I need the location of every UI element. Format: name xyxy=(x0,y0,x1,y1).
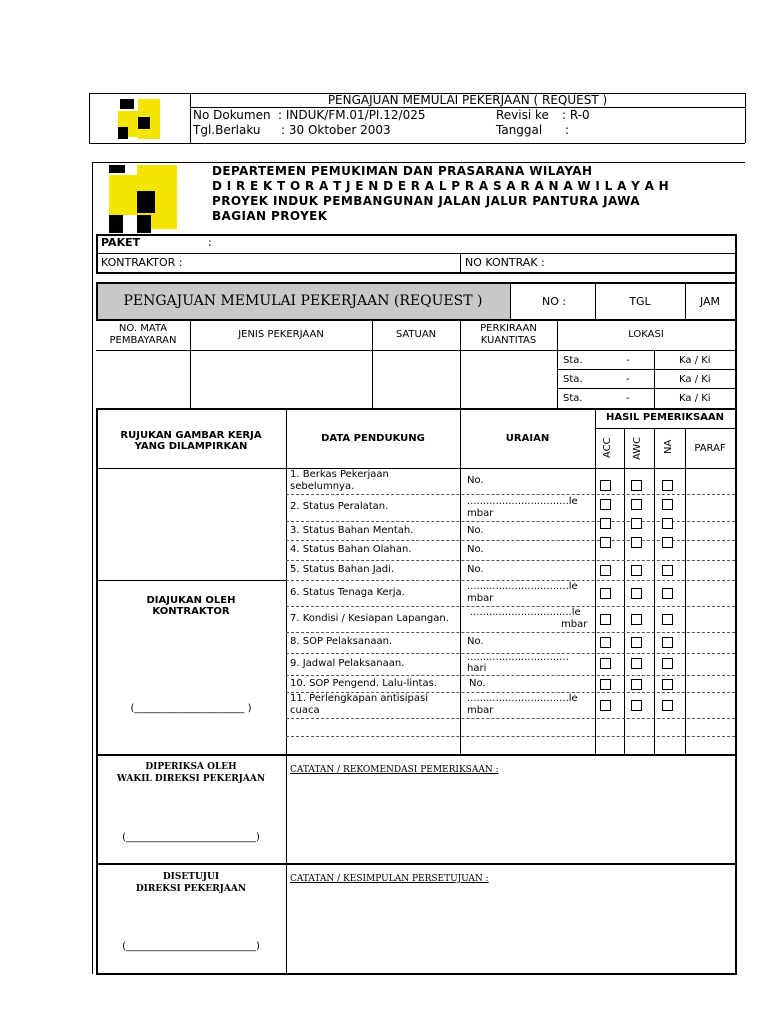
awc-checkbox[interactable] xyxy=(631,499,642,510)
acc-checkbox[interactable] xyxy=(600,614,611,625)
data-item: 11. Perlengkapan antisipasi xyxy=(290,693,428,704)
data-item: 6. Status Tenaga Kerja. xyxy=(290,587,405,598)
paket-colon: : xyxy=(208,236,212,249)
rujukan-line-2: YANG DILAMPIRKAN xyxy=(134,441,248,452)
data-uraian-cont: mbar xyxy=(561,619,588,630)
acc-checkbox[interactable] xyxy=(600,588,611,599)
pu-logo-icon xyxy=(114,97,164,141)
data-uraian-cont: mbar xyxy=(467,705,494,716)
no-dokumen-label: No Dokumen xyxy=(193,108,271,122)
col-satuan: SATUAN xyxy=(395,329,437,340)
data-item-cont: cuaca xyxy=(290,705,320,716)
awc-checkbox[interactable] xyxy=(631,480,642,491)
data-uraian: No. xyxy=(467,475,484,486)
lokasi-dash: - xyxy=(626,393,630,404)
no-dokumen-value: : INDUK/FM.01/PI.12/025 xyxy=(278,108,426,122)
diperiksa-signature-line[interactable]: (__________________________) xyxy=(122,832,260,843)
awc-checkbox[interactable] xyxy=(631,537,642,548)
na-checkbox[interactable] xyxy=(662,537,673,548)
no-kontrak-label: NO KONTRAK : xyxy=(465,256,545,269)
awc-checkbox[interactable] xyxy=(631,518,642,529)
col-perkiraan-2: KUANTITAS xyxy=(480,335,537,346)
form-left-border xyxy=(96,408,98,974)
awc-checkbox[interactable] xyxy=(631,679,642,690)
data-uraian: ................................le xyxy=(467,581,578,592)
hasil-pemeriksaan-header: HASIL PEMERIKSAAN xyxy=(605,412,725,423)
data-uraian: ................................ xyxy=(467,652,569,663)
na-checkbox[interactable] xyxy=(662,480,673,491)
na-checkbox[interactable] xyxy=(662,679,673,690)
data-uraian-cont: mbar xyxy=(467,593,494,604)
diajukan-line-1: DIAJUKAN OLEH xyxy=(146,595,236,606)
diajukan-line-2: KONTRAKTOR xyxy=(152,606,230,617)
acc-header: ACC xyxy=(602,437,613,458)
lokasi-sta: Sta. xyxy=(563,374,583,385)
org-line-3: PROYEK INDUK PEMBANGUNAN JALAN JALUR PANTURA JAWA xyxy=(212,194,640,208)
data-uraian: ................................le xyxy=(467,693,578,704)
awc-checkbox[interactable] xyxy=(631,700,642,711)
data-item: 9. Jadwal Pelaksanaan. xyxy=(290,658,405,669)
form-title: PENGAJUAN MEMULAI PEKERJAAN (REQUEST ) xyxy=(123,293,483,309)
diperiksa-line-1: DIPERIKSA OLEH xyxy=(145,762,237,772)
uraian-header: URAIAN xyxy=(505,433,550,444)
form-bottom-border xyxy=(96,973,737,975)
lokasi-dash: - xyxy=(626,355,630,366)
awc-header: AWC xyxy=(632,436,643,460)
data-uraian: No. xyxy=(467,525,484,536)
col-no-mata-2: PEMBAYARAN xyxy=(109,335,177,346)
data-item: 2. Status Peralatan. xyxy=(290,501,389,512)
data-item: 5. Status Bahan Jadi. xyxy=(290,564,395,575)
tgl-berlaku-label: Tgl.Berlaku xyxy=(193,123,261,137)
lokasi-sta: Sta. xyxy=(563,355,583,366)
lokasi-kaki: Ka / Ki xyxy=(679,355,711,366)
pu-logo-icon xyxy=(107,165,179,233)
data-uraian: ................................le xyxy=(470,607,581,618)
jam-label: JAM xyxy=(699,295,721,308)
na-checkbox[interactable] xyxy=(662,588,673,599)
doc-title: PENGAJUAN MEMULAI PEKERJAAN ( REQUEST ) xyxy=(327,93,608,107)
data-item: 7. Kondisi / Kesiapan Lapangan. xyxy=(290,613,449,624)
tanggal-label: Tanggal xyxy=(496,123,543,137)
data-item: 8. SOP Pelaksanaan. xyxy=(290,636,393,647)
awc-checkbox[interactable] xyxy=(631,565,642,576)
na-checkbox[interactable] xyxy=(662,614,673,625)
acc-checkbox[interactable] xyxy=(600,480,611,491)
paket-label: PAKET xyxy=(101,236,141,249)
disetujui-line-2: DIREKSI PEKERJAAN xyxy=(135,884,247,894)
na-checkbox[interactable] xyxy=(662,700,673,711)
disetujui-signature-line[interactable]: (__________________________) xyxy=(122,941,260,952)
lokasi-sta: Sta. xyxy=(563,393,583,404)
acc-checkbox[interactable] xyxy=(600,518,611,529)
awc-checkbox[interactable] xyxy=(631,588,642,599)
col-no-mata-1: NO. MATA xyxy=(118,323,168,334)
paraf-header: PARAF xyxy=(694,443,726,454)
data-item-cont: sebelumnya. xyxy=(290,481,355,492)
awc-checkbox[interactable] xyxy=(631,658,642,669)
data-uraian: ................................le xyxy=(467,496,578,507)
disetujui-line-1: DISETUJUI xyxy=(162,872,220,882)
awc-checkbox[interactable] xyxy=(631,614,642,625)
data-uraian: No. xyxy=(469,678,486,689)
org-line-4: BAGIAN PROYEK xyxy=(212,209,328,223)
data-uraian: No. xyxy=(467,564,484,575)
col-jenis: JENIS PEKERJAAN xyxy=(238,329,324,340)
data-uraian-cont: hari xyxy=(467,663,487,674)
acc-checkbox[interactable] xyxy=(600,700,611,711)
data-uraian: No. xyxy=(467,636,484,647)
diajukan-signature-line[interactable]: (______________________ ) xyxy=(130,703,252,714)
data-item: 1. Berkas Pekerjaan xyxy=(290,469,389,480)
lokasi-kaki: Ka / Ki xyxy=(679,374,711,385)
na-checkbox[interactable] xyxy=(662,518,673,529)
data-pendukung-header: DATA PENDUKUNG xyxy=(321,433,425,444)
data-item: 4. Status Bahan Olahan. xyxy=(290,544,412,555)
tgl-label: TGL xyxy=(629,295,651,308)
acc-checkbox[interactable] xyxy=(600,658,611,669)
na-checkbox[interactable] xyxy=(662,658,673,669)
data-uraian-cont: mbar xyxy=(467,508,494,519)
tanggal-value: : xyxy=(565,123,570,137)
acc-checkbox[interactable] xyxy=(600,537,611,548)
catatan-rekomendasi: CATATAN / REKOMENDASI PEMERIKSAAN : xyxy=(290,765,499,775)
acc-checkbox[interactable] xyxy=(600,637,611,648)
tgl-berlaku-value: : 30 Oktober 2003 xyxy=(281,123,391,137)
lokasi-kaki: Ka / Ki xyxy=(679,393,711,404)
catatan-kesimpulan: CATATAN / KESIMPULAN PERSETUJUAN : xyxy=(290,874,489,884)
no-label: NO : xyxy=(542,295,567,308)
diperiksa-line-2: WAKIL DIREKSI PEKERJAAN xyxy=(116,774,266,784)
acc-checkbox[interactable] xyxy=(600,565,611,576)
na-checkbox[interactable] xyxy=(662,499,673,510)
awc-checkbox[interactable] xyxy=(631,637,642,648)
revisi-value: : R-0 xyxy=(562,108,590,122)
acc-checkbox[interactable] xyxy=(600,499,611,510)
na-checkbox[interactable] xyxy=(662,637,673,648)
org-line-1: DEPARTEMEN PEMUKIMAN DAN PRASARANA WILAYAH xyxy=(212,164,593,178)
col-perkiraan-1: PERKIRAAN xyxy=(480,323,537,334)
na-header: NA xyxy=(663,439,674,454)
data-item: 3. Status Bahan Mentah. xyxy=(290,525,414,536)
col-lokasi: LOKASI xyxy=(628,329,664,340)
na-checkbox[interactable] xyxy=(662,565,673,576)
rujukan-line-1: RUJUKAN GAMBAR KERJA xyxy=(120,430,262,441)
lokasi-dash: - xyxy=(626,374,630,385)
org-line-2: D I R E K T O R A T J E N D E R A L P R A S A R A N A W I L A Y A H xyxy=(212,179,670,193)
kontraktor-label: KONTRAKTOR : xyxy=(101,256,183,269)
data-uraian: No. xyxy=(467,544,484,555)
data-item: 10. SOP Pengend. Lalu-lintas. xyxy=(290,678,437,689)
acc-checkbox[interactable] xyxy=(600,679,611,690)
revisi-label: Revisi ke xyxy=(496,108,549,122)
